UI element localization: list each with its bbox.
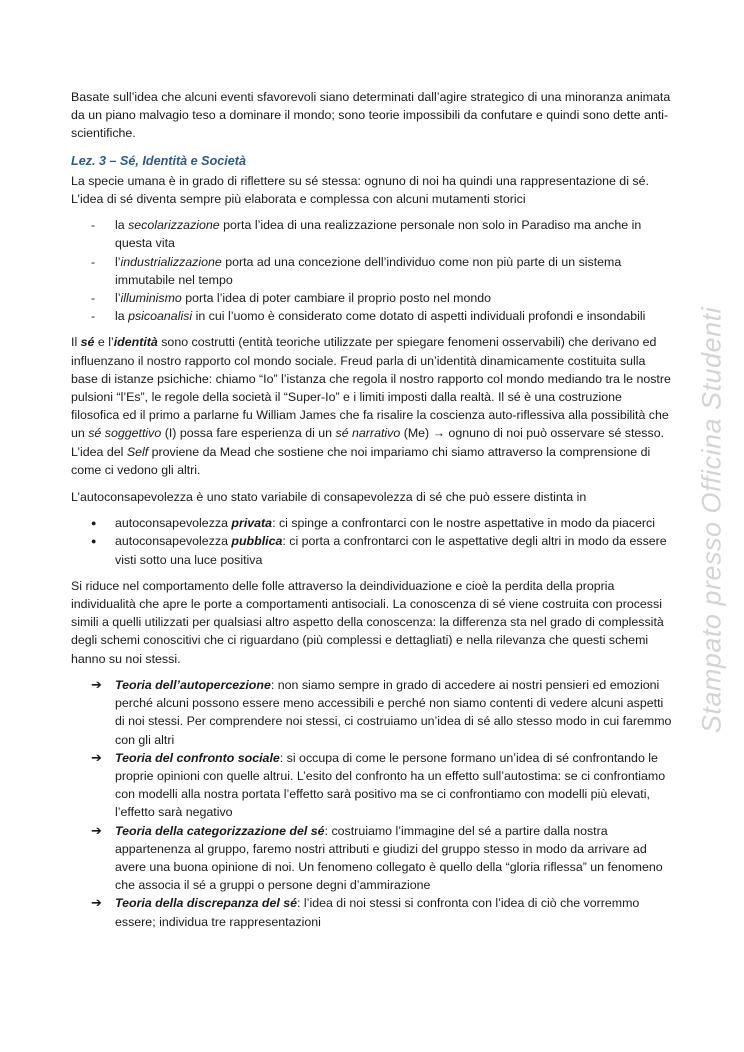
- list-item: - l’industrializzazione porta ad una concezione dell’individuo come non più parte di un sistema immutabile nel tempo: [91, 254, 622, 287]
- document-body: [71, 88, 673, 939]
- dash-marker: -: [91, 254, 96, 269]
- list-item: - l’illuminismo porta l’idea di poter cambiare il proprio posto nel mondo: [71, 289, 673, 307]
- paragraph-self-identity: Il sé e l’identità sono costrutti (entità teoriche utilizzate per spiegare fenomeni osservabili) che derivano ed influenzano il nostro rapporto col mondo sociale. Freud parla di un’identità dinamicamente costituita sulla base di istanze psichiche: chiamo “Io” l’istanza che regola il nostro rapporto col mondo mediando tra le nostre pulsioni “l’Es”, le regole della società il “Super-Io” e i limiti imposti dalla realtà. Il sé è una costruzione filosofica ed il primo a parlarne fu William James che fa risalire la coscienza auto-riflessiva alla possibilità che un sé soggettivo (I) possa fare esperienza di un sé narrativo (Me) → ognuno di noi può osservare sé stesso. L’idea del Self proviene da Mead che sostiene che noi impariamo chi siamo attraverso la comprensione di come ci vedono gli altri.: [71, 335, 671, 477]
- self-awareness-list: [71, 514, 673, 569]
- dash-marker: -: [91, 291, 96, 306]
- arrow-icon: ➔: [91, 822, 102, 838]
- list-item: - la psicoanalisi in cui l’uomo è considerato come dotato di aspetti individuali profondi e insondabili: [71, 307, 673, 325]
- paragraph-self-representation: La specie umana è in grado di riflettere su sé stessa: ognuno di noi ha quindi una rappresentazione di sé. L’idea di sé diventa sempre più elaborata e complessa con alcuni mutamenti storici: [71, 173, 649, 207]
- intro-paragraph: Basate sull’idea che alcuni eventi sfavorevoli siano determinati dall’agire strategico di una minoranza animata da un piano malvagio teso a dominare il mondo; sono teorie impossibili da confutare e quindi sono dette anti-scientifiche.: [71, 90, 671, 141]
- list-item: ➔ Teoria dell’autopercezione: non siamo sempre in grado di accedere ai nostri pensieri ed emozioni perché alcuni possono essere meno accessibili e perché non siamo contenti di vedere alcuni aspetti di noi stessi. Per comprendere noi stessi, ci costruiamo un’idea di sé allo stesso modo in cui faremmo con gli altri: [91, 676, 672, 747]
- section-heading: Lez. 3 – Sé, Identità e Società: [71, 153, 246, 168]
- list-item: ● autoconsapevolezza privata: ci spinge a confrontarci con le nostre aspettative in modo da piacerci: [71, 514, 673, 532]
- bullet-marker: ●: [91, 536, 97, 547]
- paragraph-deindividuation: Si riduce nel comportamento delle folle attraverso la deindividuazione e cioè la perdita della propria individualità che apre le porte a comportamenti antisociali. La conoscenza di sé viene costruita con processi simili a quelli utilizzati per qualsiasi altro aspetto della conoscenza: la differenza sta nel grado di complessità degli schemi conoscitivi che ci riguardano (più complessi e dettagliati) e nella rilevanza che questi schemi hanno su noi stessi.: [71, 578, 664, 666]
- arrow-icon: ➔: [91, 676, 102, 692]
- list-item: - la secolarizzazione porta l’idea di una realizzazione personale non solo in Paradiso ma anche in questa vita: [91, 218, 642, 251]
- list-item: ➔ Teoria della discrepanza del sé: l’idea di noi stessi si confronta con l’idea di ciò che vorremmo essere; individua tre rappresentazioni: [91, 895, 640, 929]
- theories-list: [71, 676, 673, 931]
- list-item: ➔ Teoria del confronto sociale: si occupa di come le persone formano un’idea di sé confrontando le proprie opinioni con quelle altrui. L’esito del confronto ha un effetto sull’autostima: se ci confrontiamo con modelli alla nostra portata l’effetto sarà positivo ma se ci confrontiamo con modelli più elevati, l’effetto sarà negativo: [91, 749, 666, 820]
- dash-marker: -: [91, 309, 96, 324]
- list-item: ➔ Teoria della categorizzazione del sé: costruiamo l’immagine del sé a partire dalla nostra appartenenza al gruppo, faremo nostri attributi e giudizi del gruppo stesso in modo da arrivare ad avere una buona opinione di noi. Un fenomeno collegato è quello della “gloria riflessa” un fenomeno che associa il sé a gruppi o persone degni d’ammirazione: [91, 822, 663, 893]
- list-item: ● autoconsapevolezza pubblica: ci porta a confrontarci con le aspettative degli altri in modo da essere visti sotto una luce positiva: [91, 534, 667, 567]
- historical-changes-list: [71, 216, 673, 325]
- paragraph-self-awareness: L’autoconsapevolezza è uno stato variabile di consapevolezza di sé che può essere distinta in: [71, 490, 587, 505]
- dash-marker: -: [91, 218, 96, 233]
- watermark: Stampato presso Officina Studenti: [696, 306, 727, 734]
- arrow-icon: ➔: [91, 749, 102, 765]
- bullet-marker: ●: [91, 518, 97, 529]
- arrow-icon: ➔: [91, 895, 102, 911]
